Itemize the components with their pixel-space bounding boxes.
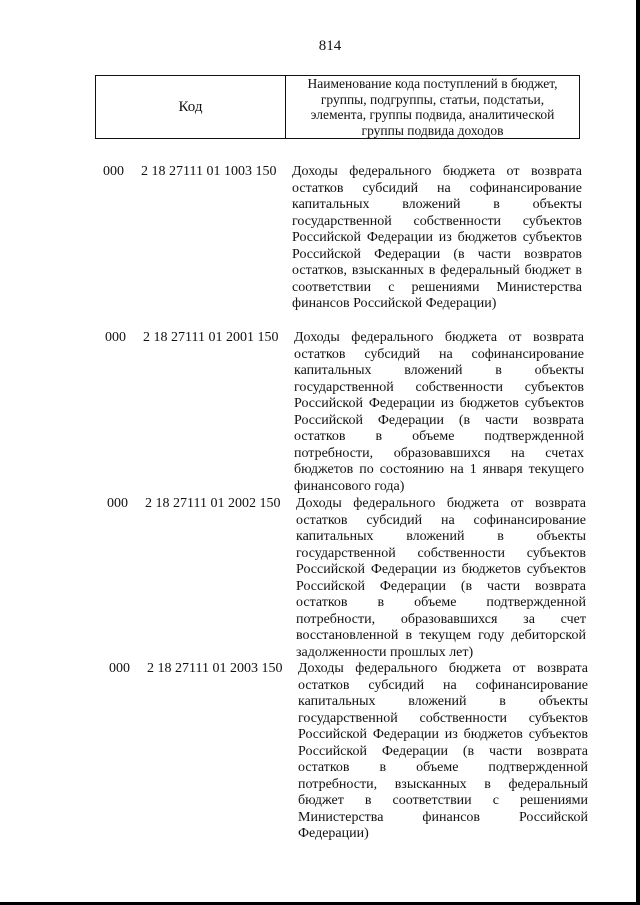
table-header	[95, 75, 580, 139]
income-code: 2 18 27111 01 2002 150	[145, 496, 281, 511]
income-code: 2 18 27111 01 1003 150	[141, 164, 277, 179]
income-code: 2 18 27111 01 2001 150	[143, 330, 279, 345]
income-code: 2 18 27111 01 2003 150	[147, 661, 283, 676]
income-description: Доходы федерального бюджета от возврата остатков субсидий на софинансирование капитальных вложений в объекты государственной собственности субъектов Российской Федерации из бюджетов субъектов Российской Федерации (в части возврата остатков в объеме подтвержденной потребности, взысканных в федеральный бюджет в соответствии с решениями Министерства финансов Российской Федерации)	[298, 661, 588, 841]
page-number: 814	[318, 38, 342, 54]
admin-code: 000	[105, 330, 126, 345]
scan-edge-right	[636, 0, 640, 905]
admin-code: 000	[107, 496, 128, 511]
header-name-label: Наименование кода поступлений в бюджет, группы, подгруппы, статьи, подстатьи, элемента, группы подвида, аналитической группы подвида доходов	[307, 76, 558, 138]
income-description: Доходы федерального бюджета от возврата остатков субсидий на софинансирование капитальных вложений в объекты государственной собственности субъектов Российской Федерации из бюджетов субъектов Российской Федерации (в части возврата остатков в объеме подтвержденной потребности, образовавшихся на счетах бюджетов по состоянию на 1 января текущего финансового года)	[294, 330, 584, 494]
income-description: Доходы федерального бюджета от возврата остатков субсидий на софинансирование капитальных вложений в объекты государственной собственности субъектов Российской Федерации из бюджетов субъектов Российской Федерации (в части возвратов остатков, взысканных в федеральный бюджет в соответствии с решениями Министерства финансов Российской Федерации)	[292, 164, 582, 311]
admin-code: 000	[109, 661, 130, 676]
admin-code: 000	[103, 164, 124, 179]
header-code-label: Код	[96, 76, 286, 138]
income-description: Доходы федерального бюджета от возврата остатков субсидий на софинансирование капитальных вложений в объекты государственной собственности субъектов Российской Федерации из бюджетов субъектов Российской Федерации (в части возврата остатков в объеме подтвержденной потребности, образовавшихся за счет восстановленной в текущем году дебиторской задолженности прошлых лет)	[296, 496, 586, 660]
